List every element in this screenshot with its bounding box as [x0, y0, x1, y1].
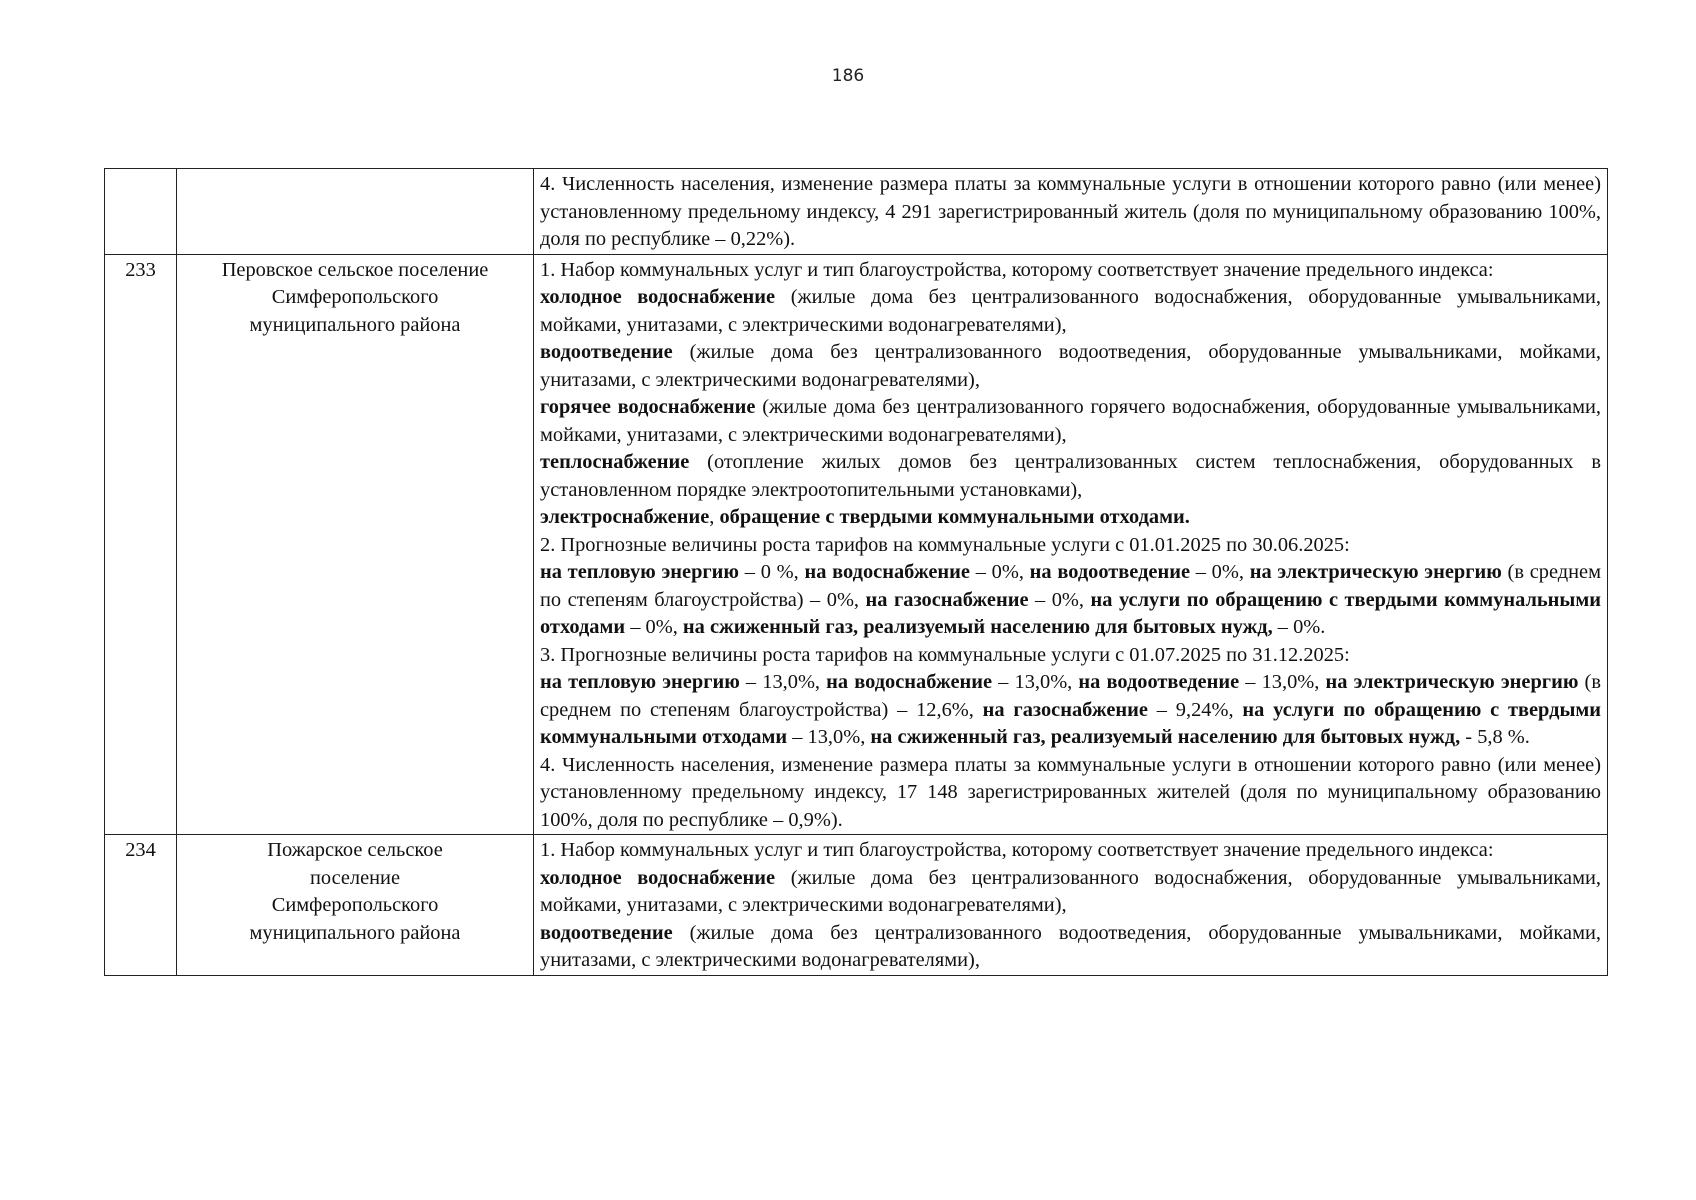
tariff-table [104, 168, 1608, 976]
text-segment: – 0%, [969, 561, 1030, 583]
table-row [105, 169, 1608, 255]
municipality-name-line: поселение [309, 866, 401, 889]
bold-text-segment: горячее водоснабжение [540, 396, 756, 418]
bold-text-segment: на услуги по обращению с твердыми коммунальными отходами [540, 588, 1601, 638]
text-segment: – 0 %, [739, 561, 805, 583]
bold-text-segment: на сжиженный газ, реализуемый населению для бытовых нужд, [682, 616, 1273, 638]
bold-text-segment: водоотведение [540, 921, 673, 944]
bold-text-segment: теплоснабжение [540, 451, 690, 473]
description-paragraph [540, 284, 1601, 339]
text-segment: – 13,0%, [739, 671, 827, 693]
text-segment: – 13,0%, [992, 671, 1079, 693]
text-segment: 1. Набор коммунальных услуг и тип благоустройства, которому соответствует значение предельного индекса: [540, 258, 1494, 281]
bold-text-segment: обращение с твердыми коммунальными отходами. [719, 506, 1190, 528]
text-segment: , [709, 506, 720, 528]
text-segment: – 13,0%, [787, 726, 871, 748]
bold-text-segment: на водоотведение [1029, 561, 1190, 583]
row-number-cell: 233 [105, 254, 177, 835]
text-segment: 1. Набор коммунальных услуг и тип благоустройства, которому соответствует значение предельного индекса: [540, 839, 1494, 861]
bold-text-segment: на тепловую энергию [540, 561, 740, 583]
text-segment: – 0%. [1272, 616, 1326, 638]
text-segment: 2. Прогнозные величины роста тарифов на коммунальные услуги с 01.01.2025 по 30.06.2025: [540, 533, 1350, 556]
text-segment: 3. Прогнозные величины роста тарифов на коммунальные услуги с 01.07.2025 по 31.12.2025: [540, 643, 1350, 666]
text-segment: – 0%, [625, 616, 683, 638]
description-paragraph [540, 837, 1601, 865]
bold-text-segment: на газоснабжение [865, 588, 1029, 611]
municipality-name-cell [177, 169, 534, 255]
description-paragraph [540, 642, 1601, 670]
description-paragraph [540, 394, 1601, 449]
text-segment: 4. Численность населения, изменение размера платы за коммунальные услуги в отношении которого равно (или менее) установленному предельному индексу, 4 291 зарегистрированный житель (доля по муниципальному образованию 100%, доля по республике – 0,22%). [540, 173, 1601, 250]
municipality-name-line: Перовское сельское поселение [221, 258, 489, 281]
text-segment: (жилые дома без централизованного водоснабжения, оборудованные умывальниками, мойками, унитазами, с электрическими водонагревателями), [540, 866, 1601, 916]
municipality-name-line: Симферопольского [271, 894, 439, 916]
table-body [105, 169, 1608, 976]
municipality-name-line: муниципального района [249, 921, 461, 944]
text-segment: (жилые дома без централизованного водоотведения, оборудованные умывальниками, мойками, унитазами, с электрическими водонагревателями), [540, 921, 1601, 971]
text-segment: – 13,0%, [1239, 671, 1326, 693]
description-paragraph [540, 752, 1601, 835]
text-segment: (в среднем по степеням благоустройства) – 0%, [540, 561, 1601, 611]
municipality-name-cell [177, 835, 534, 976]
table-row [105, 835, 1608, 976]
description-paragraph [540, 865, 1601, 920]
description-cell [534, 254, 1608, 835]
bold-text-segment: на водоснабжение [826, 671, 993, 693]
bold-text-segment: на электрическую энергию [1325, 671, 1579, 693]
text-segment: (жилые дома без централизованного водоснабжения, оборудованные умывальниками, мойками, унитазами, с электрическими водонагревателями), [540, 286, 1601, 336]
bold-text-segment: на электрическую энергию [1249, 561, 1502, 583]
text-segment: – 0%, [1190, 561, 1250, 583]
bold-text-segment: водоотведение [540, 341, 673, 363]
bold-text-segment: на сжиженный газ, реализуемый населению для бытовых нужд, [870, 726, 1461, 748]
description-paragraph [540, 504, 1601, 532]
description-paragraph [540, 920, 1601, 975]
text-segment: – 9,24%, [1147, 698, 1243, 721]
bold-text-segment: холодное водоснабжение [540, 866, 776, 889]
text-segment: - 5,8 %. [1460, 726, 1530, 748]
description-paragraph [540, 171, 1601, 254]
description-paragraph [540, 339, 1601, 394]
bold-text-segment: на услуги по обращению с твердыми коммунальными отходами [540, 698, 1602, 748]
bold-text-segment: электроснабжение [540, 506, 710, 528]
text-segment: (отопление жилых домов без централизованных систем теплоснабжения, оборудованных в установленном порядке электроотопительными установками), [540, 451, 1601, 501]
row-number-cell: 234 [105, 835, 177, 976]
description-cell [534, 835, 1608, 976]
table-row [105, 254, 1608, 835]
page-number: 186 [831, 66, 865, 86]
row-number-cell [105, 169, 177, 255]
description-paragraph [540, 257, 1601, 285]
text-segment: (жилые дома без централизованного горячего водоснабжения, оборудованные умывальниками, мойками, унитазами, с электрическими водонагревателями), [540, 396, 1601, 446]
text-segment: (в среднем по степеням благоустройства) – 12,6%, [540, 671, 1601, 721]
description-paragraph [540, 669, 1601, 752]
description-paragraph [540, 559, 1601, 642]
municipality-name-line: Пожарское сельское [267, 839, 443, 861]
bold-text-segment: на тепловую энергию [540, 671, 740, 693]
text-segment: – 0%, [1028, 588, 1091, 611]
description-cell [534, 169, 1608, 255]
bold-text-segment: на водоснабжение [804, 561, 970, 583]
description-paragraph [540, 449, 1601, 504]
municipality-name-line: Симферопольского [271, 286, 439, 308]
bold-text-segment: на водоотведение [1078, 671, 1240, 693]
description-paragraph [540, 532, 1601, 560]
text-segment: 4. Численность населения, изменение размера платы за коммунальные услуги в отношении которого равно (или менее) установленному предельному индексу, 17 148 зарегистрированных жителей (доля по муниципальному образованию 100%, доля по республике – 0,9%). [540, 753, 1601, 831]
municipality-name-cell [177, 254, 534, 835]
bold-text-segment: холодное водоснабжение [540, 286, 776, 308]
text-segment: (жилые дома без централизованного водоотведения, оборудованные умывальниками, мойками, унитазами, с электрическими водонагревателями), [540, 341, 1601, 391]
municipality-name-line: муниципального района [249, 313, 461, 336]
bold-text-segment: на газоснабжение [982, 698, 1148, 721]
